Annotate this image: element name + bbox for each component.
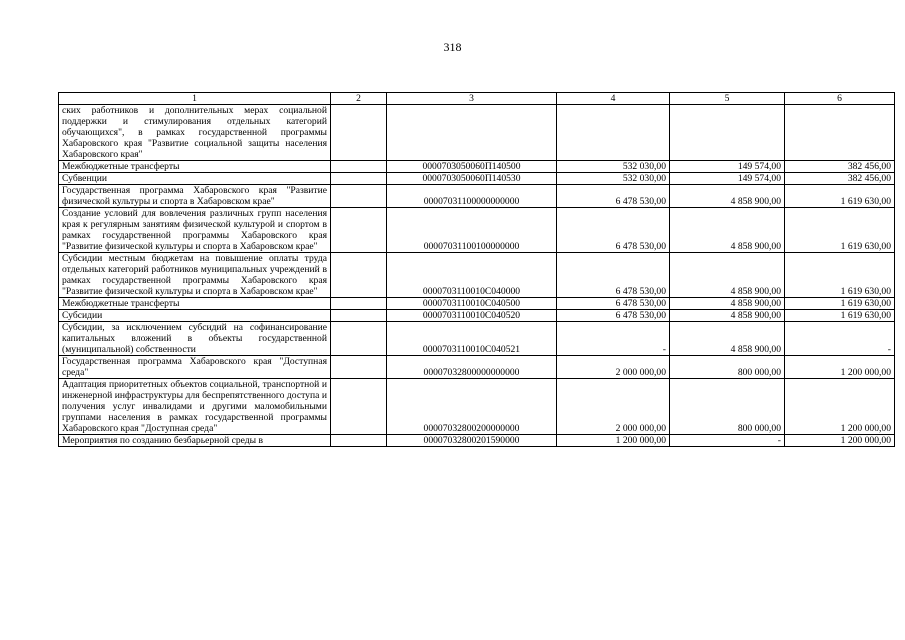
table-row	[59, 161, 895, 173]
row-name-cell: Государственная программа Хабаровского края "Развитие физической культуры и спорта в Хабаровском крае"	[59, 185, 331, 208]
table-row	[59, 105, 895, 161]
row-value-cell: 800 000,00	[670, 379, 785, 435]
table-header-row	[59, 93, 895, 105]
row-value-cell: 4 858 900,00	[670, 208, 785, 253]
table-row	[59, 435, 895, 447]
row-col2-cell	[331, 173, 387, 185]
row-code-cell: 00007031100000000000	[387, 185, 557, 208]
row-col2-cell	[331, 322, 387, 356]
row-value-cell: 1 619 630,00	[785, 208, 895, 253]
row-value-cell: 4 858 900,00	[670, 298, 785, 310]
row-value-cell: 149 574,00	[670, 161, 785, 173]
row-name-cell: Государственная программа Хабаровского края "Доступная среда"	[59, 356, 331, 379]
column-header: 5	[670, 93, 785, 105]
table-row	[59, 253, 895, 298]
row-code-cell: 00007032800000000000	[387, 356, 557, 379]
row-name-cell: Межбюджетные трансферты	[59, 161, 331, 173]
table-row	[59, 208, 895, 253]
page-number: 318	[443, 40, 462, 54]
row-value-cell: 2 000 000,00	[557, 379, 670, 435]
row-value-cell: 1 200 000,00	[785, 379, 895, 435]
row-code-cell: 0000703110010С040521	[387, 322, 557, 356]
row-code-cell: 0000703110010С040000	[387, 253, 557, 298]
row-code-cell: 0000703050060П140500	[387, 161, 557, 173]
row-col2-cell	[331, 185, 387, 208]
row-value-cell: 532 030,00	[557, 173, 670, 185]
row-name-cell: ских работников и дополнительных мерах социальной поддержки и стимулирования отдельных категорий обучающихся", в рамках государственной программы Хабаровского края "Развитие социальной защиты населения Хабаровского края"	[59, 105, 331, 161]
row-col2-cell	[331, 379, 387, 435]
row-value-cell: 1 200 000,00	[785, 356, 895, 379]
row-value-cell: -	[557, 322, 670, 356]
row-value-cell	[785, 105, 895, 161]
row-value-cell: 6 478 530,00	[557, 208, 670, 253]
column-header: 4	[557, 93, 670, 105]
row-code-cell: 00007031100100000000	[387, 208, 557, 253]
row-code-cell: 00007032800200000000	[387, 379, 557, 435]
row-col2-cell	[331, 356, 387, 379]
table-row	[59, 298, 895, 310]
row-value-cell: 149 574,00	[670, 173, 785, 185]
row-name-cell: Мероприятия по созданию безбарьерной среды в	[59, 435, 331, 447]
row-value-cell: 800 000,00	[670, 356, 785, 379]
row-name-cell: Субвенции	[59, 173, 331, 185]
row-value-cell: 6 478 530,00	[557, 253, 670, 298]
row-code-cell: 0000703110010С040520	[387, 310, 557, 322]
row-name-cell: Субсидии, за исключением субсидий на софинансирование капитальных вложений в объекты государственной (муниципальной) собственности	[59, 322, 331, 356]
row-value-cell: 4 858 900,00	[670, 322, 785, 356]
table-row	[59, 173, 895, 185]
row-code-cell: 0000703050060П140530	[387, 173, 557, 185]
row-value-cell: -	[670, 435, 785, 447]
table-row	[59, 379, 895, 435]
budget-table	[58, 92, 895, 447]
table-row	[59, 185, 895, 208]
column-header: 2	[331, 93, 387, 105]
row-value-cell: 6 478 530,00	[557, 298, 670, 310]
row-value-cell: 1 619 630,00	[785, 310, 895, 322]
row-value-cell: 532 030,00	[557, 161, 670, 173]
row-value-cell: 1 619 630,00	[785, 185, 895, 208]
row-value-cell: 6 478 530,00	[557, 310, 670, 322]
row-value-cell: 1 619 630,00	[785, 253, 895, 298]
row-value-cell: 382 456,00	[785, 161, 895, 173]
row-value-cell	[557, 105, 670, 161]
row-value-cell: 1 619 630,00	[785, 298, 895, 310]
row-code-cell: 0000703110010С040500	[387, 298, 557, 310]
row-value-cell: 2 000 000,00	[557, 356, 670, 379]
row-name-cell: Субсидии местным бюджетам на повышение оплаты труда отдельных категорий работников муниципальных учреждений в рамках государственной программы Хабаровского края "Развитие физической культуры и спорта в Хабаровском крае"	[59, 253, 331, 298]
row-col2-cell	[331, 298, 387, 310]
row-value-cell: 4 858 900,00	[670, 310, 785, 322]
row-code-cell	[387, 105, 557, 161]
row-col2-cell	[331, 208, 387, 253]
row-value-cell: 1 200 000,00	[557, 435, 670, 447]
row-value-cell	[670, 105, 785, 161]
column-header: 6	[785, 93, 895, 105]
row-col2-cell	[331, 161, 387, 173]
column-header: 1	[59, 93, 331, 105]
row-col2-cell	[331, 105, 387, 161]
table-row	[59, 322, 895, 356]
row-value-cell: -	[785, 322, 895, 356]
row-name-cell: Межбюджетные трансферты	[59, 298, 331, 310]
row-name-cell: Субсидии	[59, 310, 331, 322]
row-value-cell: 382 456,00	[785, 173, 895, 185]
table-row	[59, 310, 895, 322]
row-col2-cell	[331, 310, 387, 322]
row-col2-cell	[331, 253, 387, 298]
row-name-cell: Адаптация приоритетных объектов социальной, транспортной и инженерной инфраструктуры для беспрепятственного доступа и получения услуг инвалидами и другими маломобильными группами населения в рамках государственной программы Хабаровского края "Доступная среда"	[59, 379, 331, 435]
row-col2-cell	[331, 435, 387, 447]
row-value-cell: 4 858 900,00	[670, 185, 785, 208]
row-value-cell: 6 478 530,00	[557, 185, 670, 208]
column-header: 3	[387, 93, 557, 105]
table-row	[59, 356, 895, 379]
row-name-cell: Создание условий для вовлечения различных групп населения края к регулярным занятиям физической культурой и спортом в рамках государственной программы Хабаровского края "Развитие физической культуры и спорта в Хабаровском крае"	[59, 208, 331, 253]
row-value-cell: 1 200 000,00	[785, 435, 895, 447]
row-value-cell: 4 858 900,00	[670, 253, 785, 298]
row-code-cell: 00007032800201590000	[387, 435, 557, 447]
